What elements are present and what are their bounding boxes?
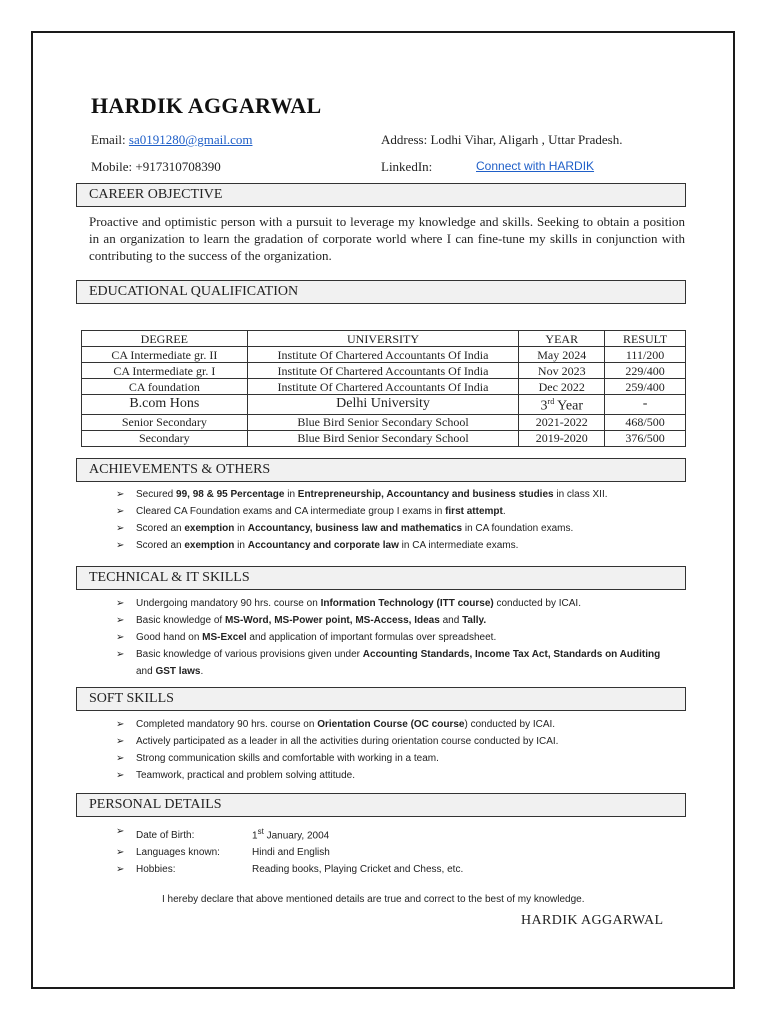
text-segment: . [200, 666, 204, 677]
table-row [82, 363, 686, 379]
list-item [116, 750, 676, 767]
text-segment: and [439, 615, 463, 626]
table-row [82, 414, 686, 430]
column-header: YEAR [519, 331, 605, 347]
email-link[interactable]: sa0191280@gmail.com [128, 132, 253, 147]
year-number: 3 [540, 398, 548, 414]
table-cell: - [605, 395, 686, 415]
bold-text: first attempt [445, 506, 503, 517]
text-segment: Actively participated as a leader in all the activities during orientation course conducted by ICAI. [136, 736, 559, 747]
column-header: DEGREE [82, 331, 248, 347]
table-cell: 376/500 [605, 430, 686, 446]
arrow-bullet-icon: ➢ [116, 632, 125, 643]
languages-label: Languages known: [136, 847, 220, 859]
table-cell: 468/500 [605, 414, 686, 430]
education-table [81, 330, 686, 447]
list-item [116, 844, 676, 861]
soft-skills-list [116, 716, 676, 784]
text-segment: in [234, 523, 248, 534]
achievements-list [116, 486, 676, 554]
list-item [116, 733, 676, 750]
resume-page [31, 31, 735, 989]
bold-text: Orientation Course (OC course [317, 719, 465, 730]
arrow-bullet-icon: ➢ [116, 864, 125, 876]
text-segment: Basic knowledge of [136, 615, 225, 626]
bold-text: MS-Word, MS-Power point, MS-Access, Ideas [224, 615, 440, 626]
bold-text: exemption [184, 540, 235, 551]
arrow-bullet-icon: ➢ [116, 615, 125, 626]
table-cell: 2021-2022 [519, 414, 605, 430]
bold-text: GST laws [155, 666, 201, 677]
text-segment: conducted by ICAI. [493, 598, 581, 609]
arrow-bullet-icon: ➢ [116, 598, 125, 609]
text-segment: Good hand on [136, 632, 203, 643]
email-label: Email: [91, 132, 129, 147]
achievements-heading: ACHIEVEMENTS & OTHERS [76, 458, 686, 482]
email-line [91, 132, 252, 148]
arrow-bullet-icon: ➢ [116, 753, 125, 764]
arrow-bullet-icon: ➢ [116, 847, 125, 859]
signature-name: HARDIK AGGARWAL [521, 913, 664, 928]
table-cell: 229/400 [605, 363, 686, 379]
hobbies-label: Hobbies: [136, 864, 176, 876]
table-cell: CA Intermediate gr. II [82, 347, 248, 363]
address-line: Address: Lodhi Vihar, Aligarh , Uttar Pradesh. [381, 132, 623, 147]
list-item [116, 767, 676, 784]
bold-text: Accounting Standards, Income Tax Act, Standards on Auditing [362, 649, 661, 660]
table-cell: Nov 2023 [519, 363, 605, 379]
list-item [116, 861, 676, 878]
table-cell: CA Intermediate gr. I [82, 363, 248, 379]
table-cell: 111/200 [605, 347, 686, 363]
table-cell: Institute Of Chartered Accountants Of India [247, 347, 519, 363]
dob-rest: January, 2004 [263, 830, 330, 842]
personal-details-list [116, 823, 676, 878]
arrow-bullet-icon: ➢ [116, 736, 125, 747]
bold-text: 99, 98 & 95 Percentage [176, 489, 285, 500]
table-cell: Senior Secondary [82, 414, 248, 430]
linkedin-link[interactable]: Connect with HARDIK [476, 159, 595, 173]
arrow-bullet-icon: ➢ [116, 649, 125, 660]
technical-skills-heading: TECHNICAL & IT SKILLS [76, 566, 686, 590]
table-row [82, 379, 686, 395]
personal-details-heading: PERSONAL DETAILS [76, 793, 686, 817]
table-cell: B.com Hons [82, 395, 248, 415]
table-cell: Blue Bird Senior Secondary School [247, 430, 519, 446]
text-segment: in CA intermediate exams. [398, 540, 519, 551]
technical-skills-list [116, 595, 676, 680]
table-row [82, 347, 686, 363]
arrow-bullet-icon: ➢ [116, 719, 125, 730]
table-cell: 259/400 [605, 379, 686, 395]
bold-text: Entrepreneurship, Accountancy and business studies [297, 489, 554, 500]
list-item [116, 520, 676, 537]
career-objective-heading: CAREER OBJECTIVE [76, 183, 686, 207]
text-segment: in [284, 489, 298, 500]
text-segment: Teamwork, practical and problem solving attitude. [136, 770, 355, 781]
bold-text: Tally. [462, 615, 487, 626]
text-segment: Undergoing mandatory 90 hrs. course on [136, 598, 321, 609]
column-header: RESULT [605, 331, 686, 347]
text-segment: and application of important formulas over spreadsheet. [246, 632, 497, 643]
table-cell: Institute Of Chartered Accountants Of India [247, 379, 519, 395]
list-item [116, 716, 676, 733]
bold-text: exemption [184, 523, 235, 534]
list-item [116, 823, 676, 844]
arrow-bullet-icon: ➢ [116, 770, 125, 781]
career-objective-text: Proactive and optimistic person with a pursuit to leverage my knowledge and skills. Seeking to obtain a position in an organization to learn the gradation of corporate world where I can fine-tune my skills in conjunction with contributing to the success of the organization. [89, 214, 685, 263]
list-item [116, 595, 676, 612]
text-segment: . [502, 506, 506, 517]
mobile-line: Mobile: +917310708390 [91, 159, 221, 174]
text-segment: Scored an [136, 540, 185, 551]
soft-skills-heading: SOFT SKILLS [76, 687, 686, 711]
bold-text: Accountancy and corporate law [247, 540, 399, 551]
list-item [116, 486, 676, 503]
arrow-bullet-icon: ➢ [116, 523, 125, 534]
table-cell: Institute Of Chartered Accountants Of India [247, 363, 519, 379]
list-item [116, 646, 676, 680]
text-segment: in [234, 540, 248, 551]
table-cell: Secondary [82, 430, 248, 446]
text-segment: Secured [136, 489, 177, 500]
year-suffix: Year [554, 398, 583, 414]
text-segment: in CA foundation exams. [462, 523, 574, 534]
bold-text: Accountancy, business law and mathematics [247, 523, 463, 534]
column-header: UNIVERSITY [247, 331, 519, 347]
text-segment: Strong communication skills and comfortable with working in a team. [136, 753, 439, 764]
linkedin-label: LinkedIn: [381, 159, 433, 174]
table-cell: CA foundation [82, 379, 248, 395]
list-item [116, 629, 676, 646]
arrow-bullet-icon: ➢ [116, 826, 125, 837]
table-row [82, 395, 686, 415]
dob-day: 1 [252, 830, 258, 842]
table-row [82, 430, 686, 446]
bold-text: Information Technology (ITT course) [320, 598, 494, 609]
dob-ordinal: st [257, 827, 264, 836]
table-cell: May 2024 [519, 347, 605, 363]
education-heading: EDUCATIONAL QUALIFICATION [76, 280, 686, 304]
list-item [116, 537, 676, 554]
bold-text: MS-Excel [202, 632, 247, 643]
dob-label: Date of Birth: [136, 830, 195, 842]
text-segment: in class XII. [553, 489, 608, 500]
arrow-bullet-icon: ➢ [116, 506, 125, 517]
table-header-row [82, 331, 686, 347]
arrow-bullet-icon: ➢ [116, 540, 125, 551]
table-cell [519, 395, 605, 415]
table-cell: Delhi University [247, 395, 519, 415]
table-cell: 2019-2020 [519, 430, 605, 446]
text-segment: Completed mandatory 90 hrs. course on [136, 719, 318, 730]
table-cell: Dec 2022 [519, 379, 605, 395]
year-ordinal: rd [547, 397, 555, 406]
text-segment: ) conducted by ICAI. [464, 719, 556, 730]
list-item [116, 503, 676, 520]
hobbies-value: Reading books, Playing Cricket and Chess, etc. [252, 864, 464, 876]
candidate-name: HARDIK AGGARWAL [91, 93, 322, 118]
list-item [116, 612, 676, 629]
text-segment: Scored an [136, 523, 185, 534]
text-segment: Cleared CA Foundation exams and CA intermediate group I exams in [136, 506, 446, 517]
languages-value: Hindi and English [252, 847, 330, 859]
declaration-text: I hereby declare that above mentioned details are true and correct to the best of my knowledge. [162, 894, 585, 905]
table-cell: Blue Bird Senior Secondary School [247, 414, 519, 430]
text-segment: Basic knowledge of various provisions given under [136, 649, 363, 660]
text-segment: and [136, 666, 156, 677]
arrow-bullet-icon: ➢ [116, 489, 125, 500]
